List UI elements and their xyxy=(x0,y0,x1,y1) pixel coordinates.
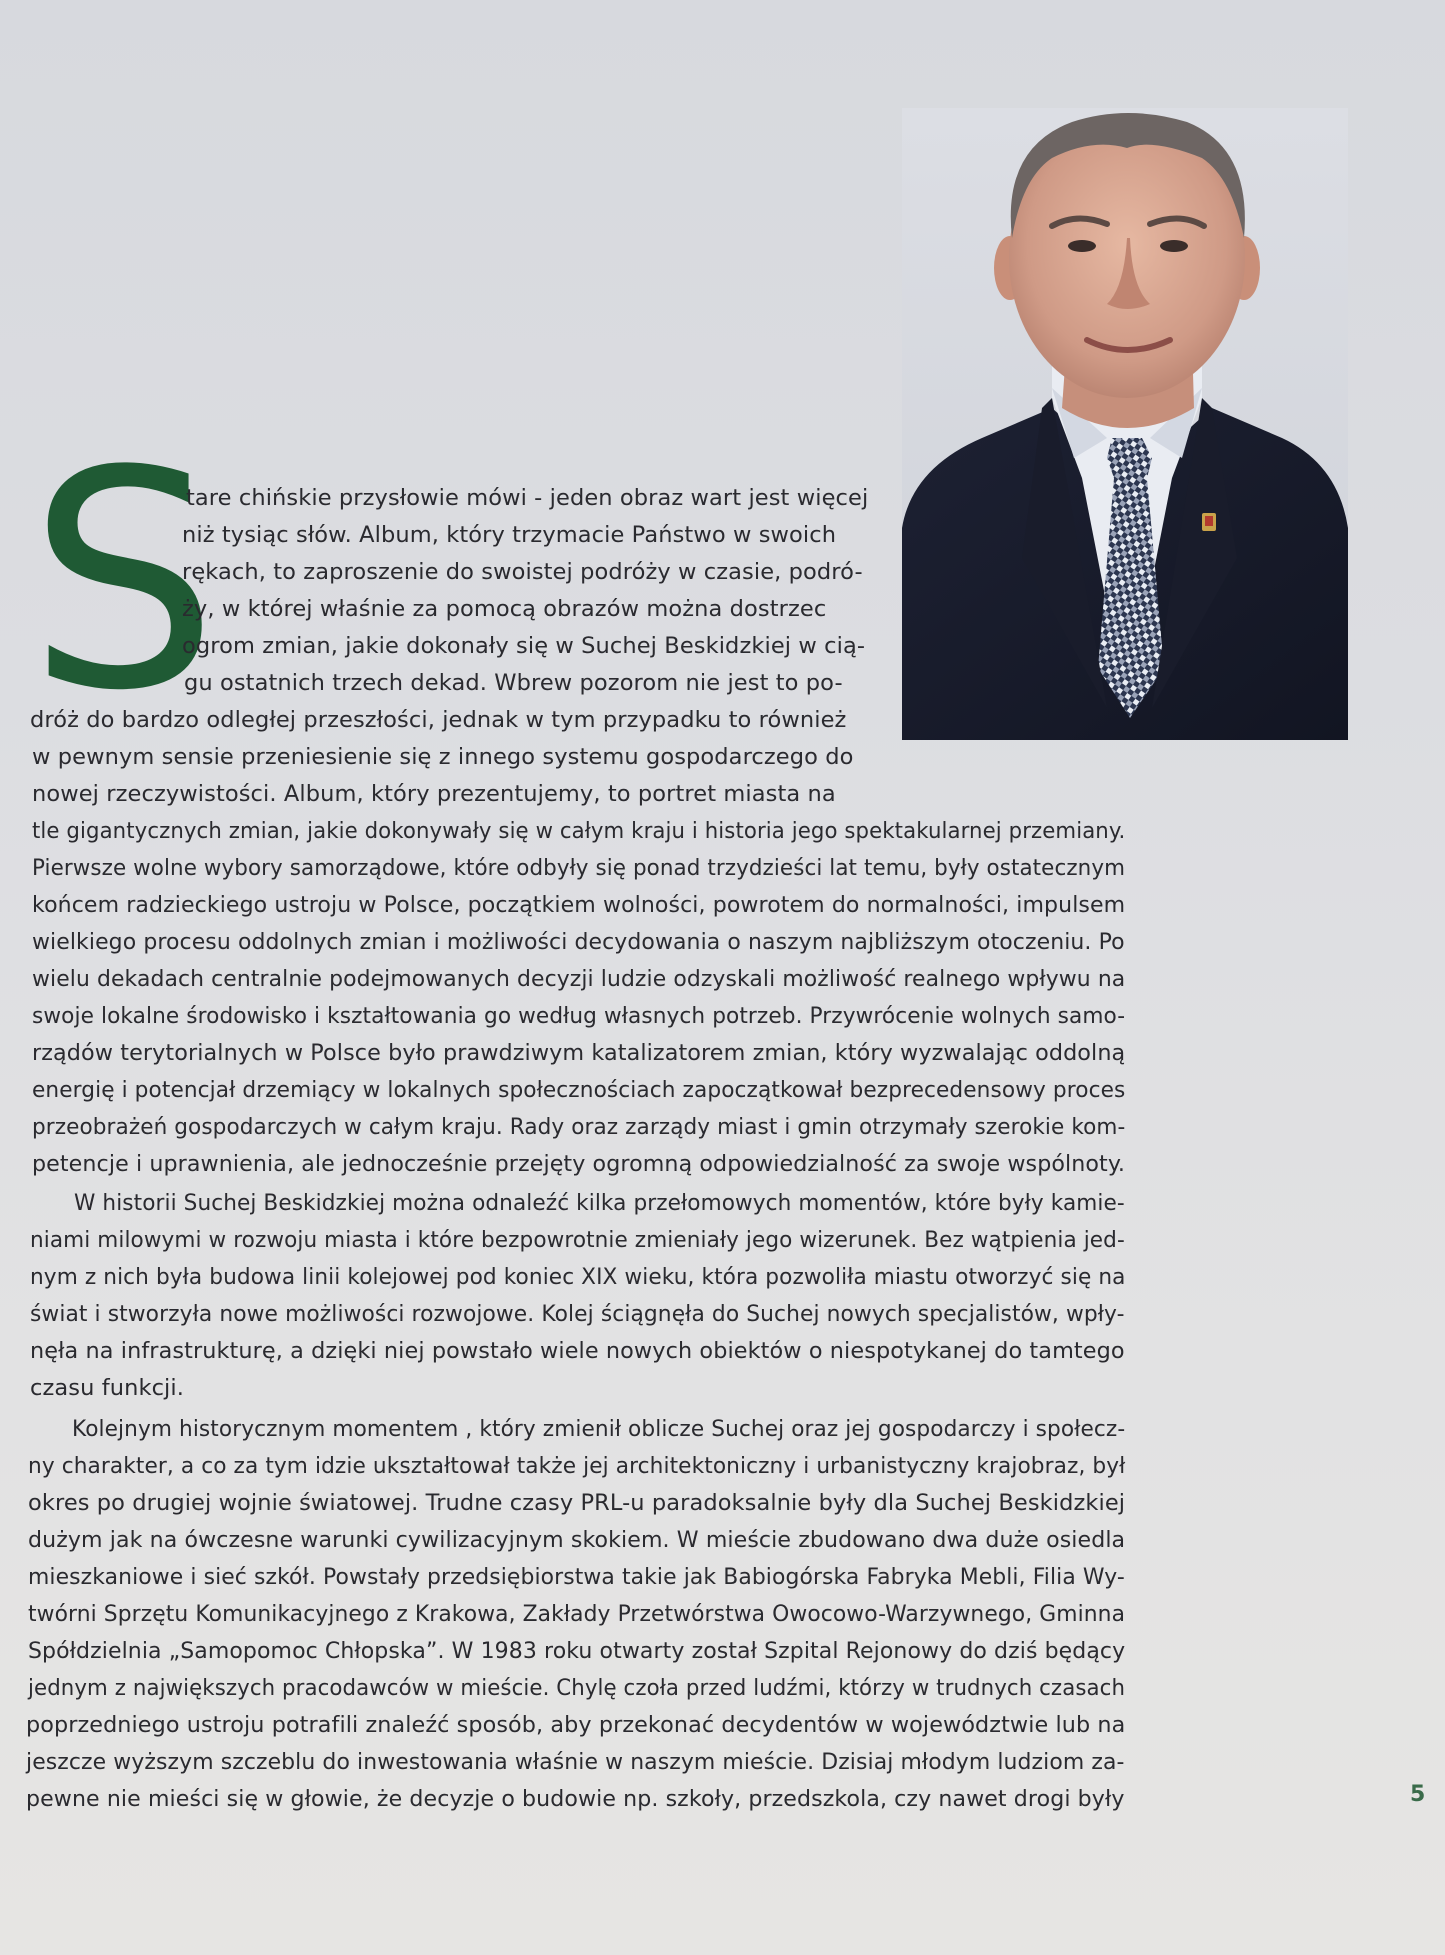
text-line: gu ostatnich trzech dekad. Wbrew pozorom nie jest to po- xyxy=(184,670,843,696)
text-line: w pewnym sensie przeniesienie się z innego systemu gospodarczego do xyxy=(32,744,854,770)
text-line: rządów terytorialnych w Polsce było prawdziwym katalizatorem zmian, który wyzwalając oddolną xyxy=(32,1040,1126,1066)
text-line: petencje i uprawnienia, ale jednocześnie przejęty ogromną odpowiedzialność za swoje wspólnoty. xyxy=(32,1151,1126,1177)
text-line: energię i potencjał drzemiący w lokalnych społecznościach zapoczątkował bezprecedensowy proces xyxy=(32,1077,1126,1103)
text-line: niami milowymi w rozwoju miasta i które bezpowrotnie zmieniały jego wizerunek. Bez wątpienia jed- xyxy=(30,1227,1125,1253)
text-line: W historii Suchej Beskidzkiej można odnaleźć kilka przełomowych momentów, które były kamie- xyxy=(74,1190,1125,1216)
text-line: Kolejnym historycznym momentem , który zmienił oblicze Suchej oraz jej gospodarczy i społecz- xyxy=(72,1416,1126,1442)
text-line: jednym z największych pracodawców w mieście. Chylę czoła przed ludźmi, którzy w trudnych czasach xyxy=(28,1675,1126,1701)
text-line: przeobrażeń gospodarczych w całym kraju. Rady oraz zarządy miast i gmin otrzymały szerokie kom- xyxy=(32,1114,1126,1140)
text-line: końcem radzieckiego ustroju w Polsce, początkiem wolności, powrotem do normalności, impulsem xyxy=(32,892,1126,918)
text-line: wielu dekadach centralnie podejmowanych decyzji ludzie odzyskali możliwość realnego wpływu na xyxy=(32,966,1126,992)
text-line: mieszkaniowe i sieć szkół. Powstały przedsiębiorstwa takie jak Babiogórska Fabryka Mebli, Filia Wy- xyxy=(28,1564,1125,1590)
text-line: okres po drugiej wojnie światowej. Trudne czasy PRL-u paradoksalnie były dla Suchej Beskidzkiej xyxy=(28,1490,1126,1516)
text-line: świat i stworzyła nowe możliwości rozwojowe. Kolej ściągnęła do Suchej nowych specjalistów, wpły- xyxy=(30,1301,1125,1327)
text-line: rękach, to zaproszenie do swoistej podróży w czasie, podró- xyxy=(182,559,863,585)
text-line: nowej rzeczywistości. Album, który prezentujemy, to portret miasta na xyxy=(32,781,836,807)
text-line: jeszcze wyższym szczeblu do inwestowania właśnie w naszym mieście. Dzisiaj młodym ludziom za- xyxy=(26,1749,1125,1775)
text-line: Spółdzielnia „Samopomoc Chłopska”. W 1983 roku otwarty został Szpital Rejonowy do dziś będący xyxy=(28,1638,1126,1664)
drop-cap-letter: S xyxy=(28,407,219,756)
text-line: ogrom zmian, jakie dokonały się w Suchej Beskidzkiej w cią- xyxy=(182,633,866,659)
text-line: ży, w której właśnie za pomocą obrazów można dostrzec xyxy=(182,596,827,622)
text-line: pewne nie mieści się w głowie, że decyzje o budowie np. szkoły, przedszkola, czy nawet drogi były xyxy=(26,1786,1125,1812)
page-number: 5 xyxy=(1410,1782,1426,1807)
text-line: nym z nich była budowa linii kolejowej pod koniec XIX wieku, która pozwoliła miastu otworzyć się na xyxy=(30,1264,1126,1290)
text-line: dróż do bardzo odległej przeszłości, jednak w tym przypadku to również xyxy=(30,707,847,733)
text-line: nęła na infrastrukturę, a dzięki niej powstało wiele nowych obiektów o niespotykanej do tamtego xyxy=(30,1338,1125,1364)
text-line: ny charakter, a co za tym idzie ukształtował także jej architektoniczny i urbanistyczny krajobraz, był xyxy=(28,1453,1126,1479)
text-line: czasu funkcji. xyxy=(30,1375,184,1401)
text-line: tare chińskie przysłowie mówi - jeden obraz wart jest więcej xyxy=(186,485,869,511)
text-line: wielkiego procesu oddolnych zmian i możliwości decydowania o naszym najbliższym otoczeniu. Po xyxy=(32,929,1125,955)
text-line: tle gigantycznych zmian, jakie dokonywały się w całym kraju i historia jego spektakularnej przemiany. xyxy=(32,818,1126,844)
text-line: poprzedniego ustroju potrafili znaleźć sposób, aby przekonać decydentów w województwie lub na xyxy=(26,1712,1126,1738)
text-line: dużym jak na ówczesne warunki cywilizacyjnym skokiem. W mieście zbudowano dwa duże osiedla xyxy=(28,1527,1126,1553)
text-line: niż tysiąc słów. Album, który trzymacie Państwo w swoich xyxy=(182,522,837,548)
text-line: Pierwsze wolne wybory samorządowe, które odbyły się ponad trzydzieści lat temu, były ostatecznym xyxy=(32,855,1126,881)
text-line: twórni Sprzętu Komunikacyjnego z Krakowa, Zakłady Przetwórstwa Owocowo-Warzywnego, Gminna xyxy=(28,1601,1126,1627)
text-line: swoje lokalne środowisko i kształtowania go według własnych potrzeb. Przywrócenie wolnych samo- xyxy=(32,1003,1126,1029)
